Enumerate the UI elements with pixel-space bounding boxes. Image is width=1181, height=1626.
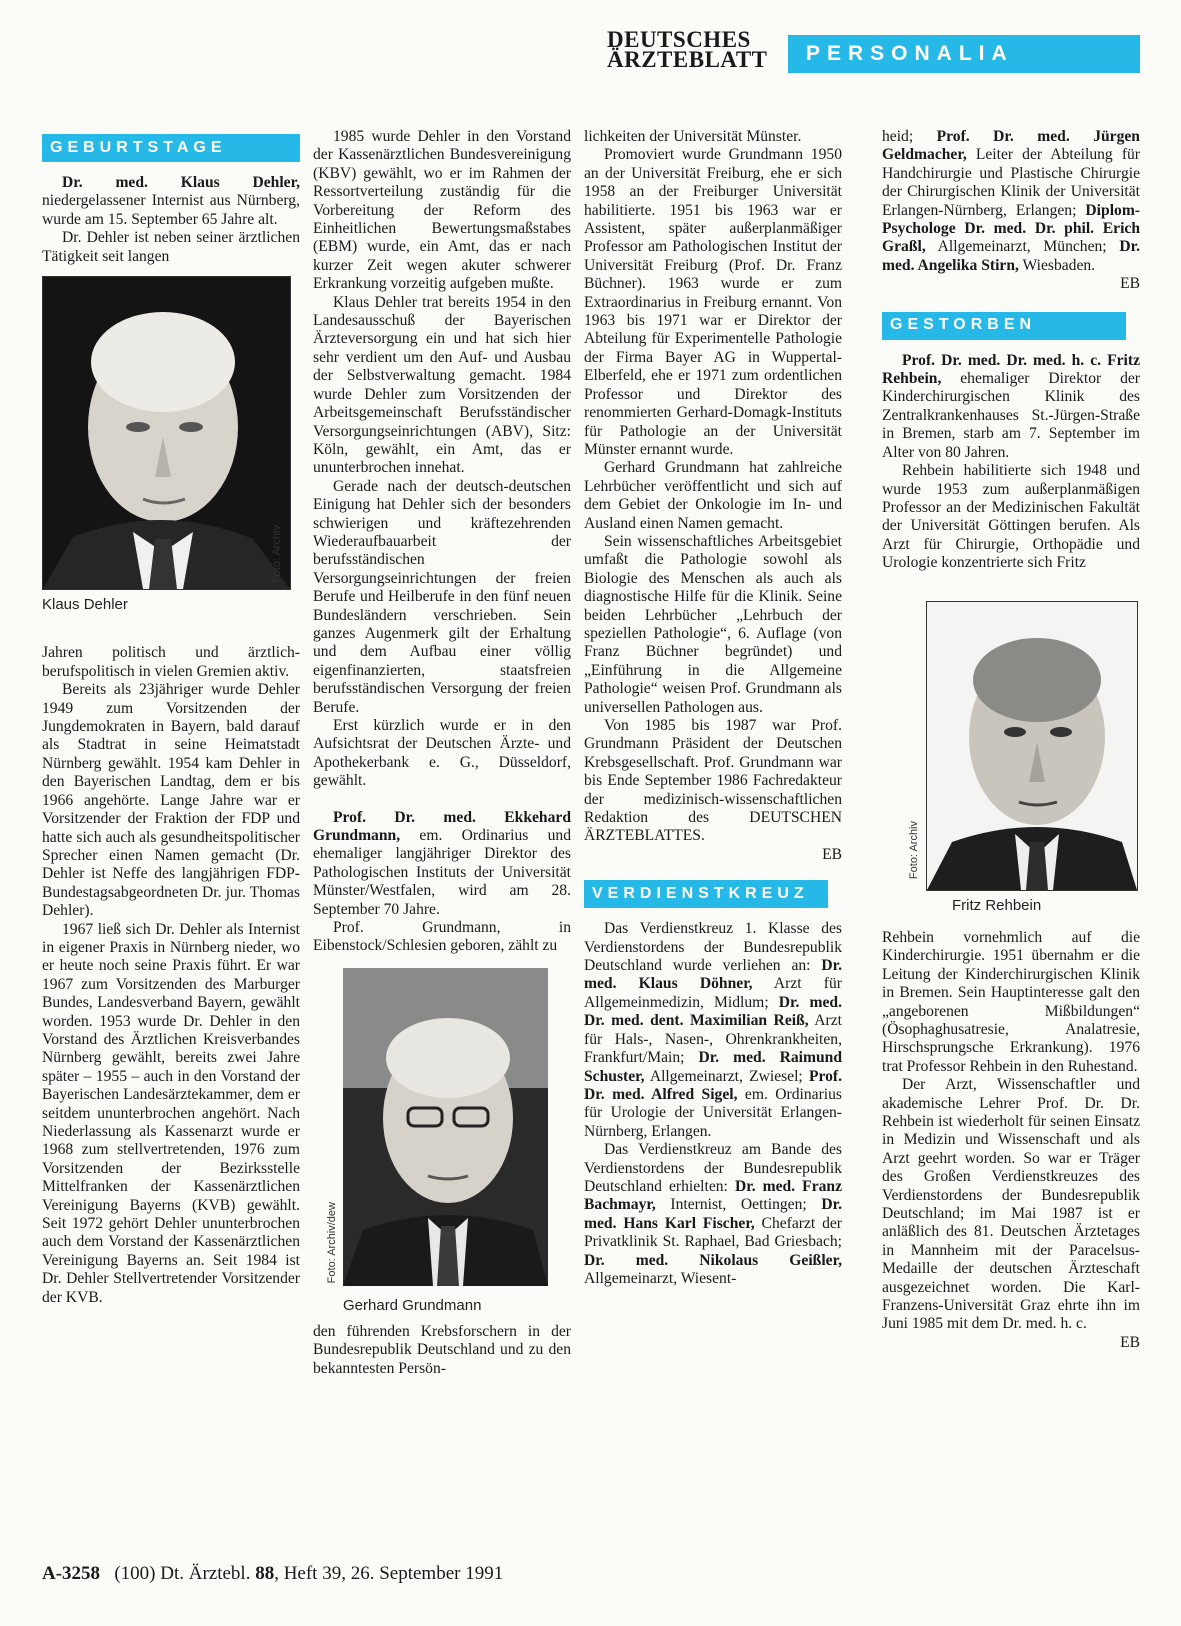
paragraph-text: Allgemeinarzt, Wiesent-	[584, 1269, 737, 1287]
person-name: Diplom-Psychologe Dr. med. Dr. phil. Erich Graßl,	[882, 201, 1140, 256]
photo-caption: Gerhard Grundmann	[343, 1297, 482, 1315]
photo-rehbein	[908, 601, 1138, 891]
photo-caption: Fritz Rehbein	[952, 896, 1042, 914]
paragraph: 1967 ließ sich Dr. Dehler als Internist in eigener Praxis in Nürnberg nieder, wo er heute noch seine Praxis führt. Er war 1967 zum Vorsitzenden des Marburger Bundes, Landesverband Bayern, gewählt worden. 1953 wurde Dr. Dehler in den Vorstand des Ärztlichen Kreisverbandes Nürnberg gewählt, bereits zwei Jahre später – 1955 – auch in den Vorstand der Bayerischen Landesärztekammer, dem er seitdem ununterbrochen angehört. Nach Niederlassung als Kassenarzt wurde er 1968 zum stellvertretenden, 1976 zum Vorsitzenden der Bezirksstelle Mittelfranken der Kassenärztlichen Vereinigung Bayerns (KVB) gewählt. Seit 1972 gehört Dehler ununterbrochen auch dem Vorstand der Kassenärztlichen Vereinigung Bayerns an. Seit 1984 ist Dr. Dehler Stellvertretender Vorsitzender der KVB.	[42, 920, 300, 1306]
person-name: Dr. med. Klaus Dehler,	[62, 174, 300, 191]
section-banner: PERSONALIA	[788, 35, 1140, 73]
paragraph-text: Allgemeinarzt, München;	[925, 238, 1120, 256]
paragraph: Prof. Grundmann, in Eibenstock/Schlesien geboren, zählt zu	[313, 919, 571, 955]
person-name: Dr. med. Hans Karl Fischer,	[584, 1196, 842, 1232]
paragraph-text: em. Ordinarius für Urologie der Universität Erlangen-Nürnberg, Erlangen.	[584, 1085, 842, 1140]
person-name: Dr. med. Angelika Stirn,	[882, 238, 1140, 274]
paragraph-text: Chefarzt der Privatklinik St. Raphael, Bad Griesbach;	[584, 1214, 842, 1251]
paragraph: Der Arzt, Wissenschaftler und akademische Lehrer Prof. Dr. Dr. Rehbein ist wiederholt für seinen Einsatz in Medizin und Wissenschaft und als Arzt geehrt worden. So war er Träger des Großen Verdienstkreuzes des Verdienstordens der Bundesrepublik Deutschland; im Mai 1987 ist er anläßlich des 81. Deutschen Ärztetages in Mannheim mit der Paracelsus-Medaille der deutschen Ärzteschaft ausgezeichnet worden. Die Karl-Franzens-Universität Graz ehrte ihn im Juni 1985 mit dem Dr. med. h. c.	[882, 1076, 1140, 1333]
paragraph: Klaus Dehler trat bereits 1954 in den Landesausschuß der Bayerischen Ärzteversorgung ein und hat sich hier sehr verdient um den Auf- und Ausbau der Selbstverwaltung gemacht. 1984 wurde Dehler zum Vorsitzenden der Arbeitsgemeinschaft Berufsständischer Versorgungseinrichtungen (ABV), Sitz: Köln, gewählt, ein Amt, das er ununterbrochen innehat.	[313, 293, 571, 477]
column-4	[882, 128, 1140, 1352]
photo-dehler	[42, 276, 291, 590]
photo-caption: Klaus Dehler	[42, 596, 128, 614]
paragraph-text: Internist, Oettingen;	[655, 1196, 822, 1214]
person-name: Prof. Dr. med. Alfred Sigel,	[584, 1067, 842, 1103]
person-name: Prof. Dr. med. Dr. med. h. c. Fritz Rehbein,	[882, 351, 1140, 388]
paragraph: Promoviert wurde Grundmann 1950 an der Universität Freiburg, ehe er sich 1958 an der Freiburger Universität habilitierte. 1951 bis 1963 war er Assistent, später außerplanmäßiger Professor am Pathologischen Institut der Universität Freiburg (Prof. Dr. Franz Büchner). 1963 wurde er zum Extraordinarius in Freiburg ernannt. Von 1963 bis 1971 war er Direktor der Abteilung für Experimentelle Pathologie der Firma Bayer AG in Wuppertal-Elberfeld, ehe er 1971 zum ordentlichen Professor und Direktor des renommierten Gerhard-Domagk-Instituts für Pathologie an der Universität Münster ernannt wurde.	[584, 146, 842, 458]
person-name: Dr. med. Dr. med. dent. Maximilian Reiß,	[584, 993, 843, 1030]
paragraph: Jahren politisch und ärztlich-berufspolitisch in vielen Gremien aktiv.	[42, 644, 300, 680]
heading-verdienstkreuz: VERDIENSTKREUZ	[584, 880, 828, 908]
paragraph	[313, 809, 571, 919]
photo-credit: Foto: Archiv	[270, 524, 283, 584]
signoff: EB	[1120, 275, 1140, 293]
paragraph	[42, 174, 300, 229]
paragraph-text: Arzt für Hals-, Nasen-, Ohrenkrankheiten, Frankfurt/Main;	[584, 1012, 842, 1067]
heading-geburtstage: GEBURTSTAGE	[42, 134, 300, 162]
person-name: Dr. med. Klaus Döhner,	[584, 957, 842, 993]
paragraph-text: niedergelassener Internist aus Nürnberg, wurde am 15. September 65 Jahre alt.	[42, 192, 300, 228]
paragraph-text: Wiesbaden.	[1018, 256, 1096, 274]
paragraph-text: Leiter der Abteilung für Handchirurgie und Plastische Chirurgie der Chirurgischen Klinik der Universität Erlangen-Nürnberg, Erlangen;	[882, 146, 1140, 219]
person-name: Prof. Dr. med. Jürgen Geldmacher,	[882, 128, 1140, 164]
paragraph	[882, 128, 1140, 275]
portrait-image	[43, 277, 290, 589]
paragraph: Bereits als 23jähriger wurde Dehler 1949 zum Vorsitzenden der Jungdemokraten in Bayern, bald darauf als Stadtrat in seine Heimatstadt Nürnberg gewählt. 1954 kam Dehler in den Bayerischen Landtag, dem er bis 1966 angehörte. Lange Jahre war er Vorsitzender der Fraktion der FDP und hatte sich auch als gesundheitspolitischer Sprecher einen Namen gemacht (Dr. Dehler ist Neffe des langjährigen FDP-Bundestagsabgeordneten Dr. jur. Thomas Dehler).	[42, 681, 300, 920]
paragraph: lichkeiten der Universität Münster.	[584, 128, 802, 145]
masthead-logo	[607, 27, 768, 72]
masthead-line-1: DEUTSCHES	[607, 27, 751, 52]
paragraph-text: ehemaliger Direktor der Kinderchirurgischen Klinik des Zentralkrankenhauses St.-Jürgen-Straße in Bremen, starb am 7. September im Alter von 80 Jahren.	[882, 370, 1140, 461]
paragraph: den führenden Krebsforschern in der Bundesrepublik Deutschland und zu den bekanntesten Persön-	[313, 1322, 571, 1377]
column-1	[42, 128, 300, 1307]
signoff: EB	[1120, 1333, 1140, 1351]
paragraph: Erst kürzlich wurde er in den Aufsichtsrat der Deutschen Ärzte- und Apothekerbank e. G., Düsseldorf, gewählt.	[313, 717, 571, 790]
column-2	[313, 128, 571, 1378]
paragraph	[584, 1141, 842, 1288]
signoff: EB	[822, 845, 842, 863]
photo-credit: Foto: Archiv/dew	[326, 1201, 338, 1283]
paragraph-text: em. Ordinarius und ehemaliger langjähriger Direktor des Pathologischen Instituts der Universität Münster/Westfalen, wird am 28. September 70 Jahre.	[313, 827, 571, 918]
person-name: Dr. med. Raimund Schuster,	[584, 1049, 843, 1085]
paragraph-text: heid;	[882, 128, 937, 145]
paragraph: Rehbein habilitierte sich 1948 und wurde 1953 zum außerplanmäßigen Professor an der Medizinischen Fakultät der Universität Göttingen berufen. Als Arzt für Chirurgie, Orthopädie und Urologie konzentrierte sich Fritz	[882, 462, 1140, 572]
paragraph	[584, 920, 842, 1141]
journal-citation: (100) Dt. Ärztebl.	[114, 1563, 256, 1584]
photo-credit: Foto: Archiv	[908, 821, 920, 880]
paragraph-text: Das Verdienstkreuz 1. Klasse des Verdienstordens der Bundesrepublik Deutschland wurde verliehen an:	[584, 920, 842, 975]
paragraph: Sein wissenschaftliches Arbeitsgebiet umfaßt die Pathologie sowohl als Biologie des Menschen als auch als diagnostische Hilfe für die Klinik. Seine beiden Lehrbücher „Lehrbuch der speziellen Pathologie“, 6. Auflage (von Franz Büchner begründet) und „Einführung in die Allgemeine Pathologie“ weisen Prof. Grundmann als universellen Pathologen aus.	[584, 532, 842, 716]
issue-date: , Heft 39, 26. September 1991	[274, 1563, 504, 1584]
photo-grundmann	[326, 968, 548, 1315]
paragraph: Dr. Dehler ist neben seiner ärztlichen Tätigkeit seit langen	[42, 229, 300, 265]
paragraph: Gerhard Grundmann hat zahlreiche Lehrbücher veröffentlicht und sich auf dem Gebiet der Onkologie im In- und Ausland einen Namen gemacht.	[584, 459, 842, 532]
volume-number: 88	[255, 1563, 275, 1584]
paragraph: 1985 wurde Dehler in den Vorstand der Kassenärztlichen Bundesvereinigung (KBV) gewählt, wo er im Rahmen der Ressortverteilung zuständig für die Vorbereitung der Reform des Einheitlichen Bewertungsmaßstabes (EBM) wurde, ein Amt, das er nach kurzer Zeit wegen akuter schwerer Erkrankung vorzeitig aufgeben mußte.	[313, 128, 571, 293]
page-number: A-3258	[42, 1563, 101, 1584]
paragraph-text: Allgemeinarzt, Zwiesel;	[644, 1067, 809, 1085]
paragraph	[882, 352, 1140, 462]
person-name: Dr. med. Nikolaus Geißler,	[584, 1251, 842, 1269]
heading-gestorben: GESTORBEN	[882, 312, 1126, 340]
paragraph-text: Das Verdienstkreuz am Bande des Verdienstordens der Bundesrepublik Deutschland erhielten:	[584, 1141, 842, 1195]
person-name: Dr. med. Franz Bachmayr,	[584, 1177, 843, 1214]
portrait-image	[343, 968, 548, 1286]
column-3	[584, 128, 842, 1288]
page-footer	[42, 1563, 503, 1585]
masthead-line-2: ÄRZTEBLATT	[607, 47, 768, 72]
portrait-image	[927, 602, 1137, 890]
paragraph-text: Arzt für Allgemeinmedizin, Midlum;	[584, 975, 842, 1011]
paragraph: Gerade nach der deutsch-deutschen Einigung hat Dehler sich der besonders schwierigen und kräftezehrenden Wiederaufbauarbeit der berufsständischen Versorgungseinrichtungen der freien Berufe und Heilberufe in den fünf neuen Bundesländern verschrieben. Sein ganzes Augenmerk gilt der Erhaltung und dem Aufbau einer völlig eigenfinanzierten, staatsfreien berufsständischen Versorgung der freien Berufe.	[313, 477, 571, 716]
person-name: Prof. Dr. med. Ekkehard Grundmann,	[313, 808, 571, 845]
paragraph: Von 1985 bis 1987 war Prof. Grundmann Präsident der Deutschen Krebsgesellschaft. Prof. Grundmann war bis Ende September 1986 Fachredakteur der medizinisch-wissenschaftlichen Redaktion des DEUTSCHEN ÄRZTEBLATTES.	[584, 717, 842, 845]
paragraph: Rehbein vornehmlich auf die Kinderchirurgie. 1951 übernahm er die Leitung der Kinderchirurgischen Klinik in Bremen. Sein Hauptinteresse galt den „angeborenen Mißbildungen“ (Ösophaghusatresie, Analatresie, Hirschsprungsche Erkrankung). 1976 trat Professor Rehbein in den Ruhestand.	[882, 928, 1140, 1075]
